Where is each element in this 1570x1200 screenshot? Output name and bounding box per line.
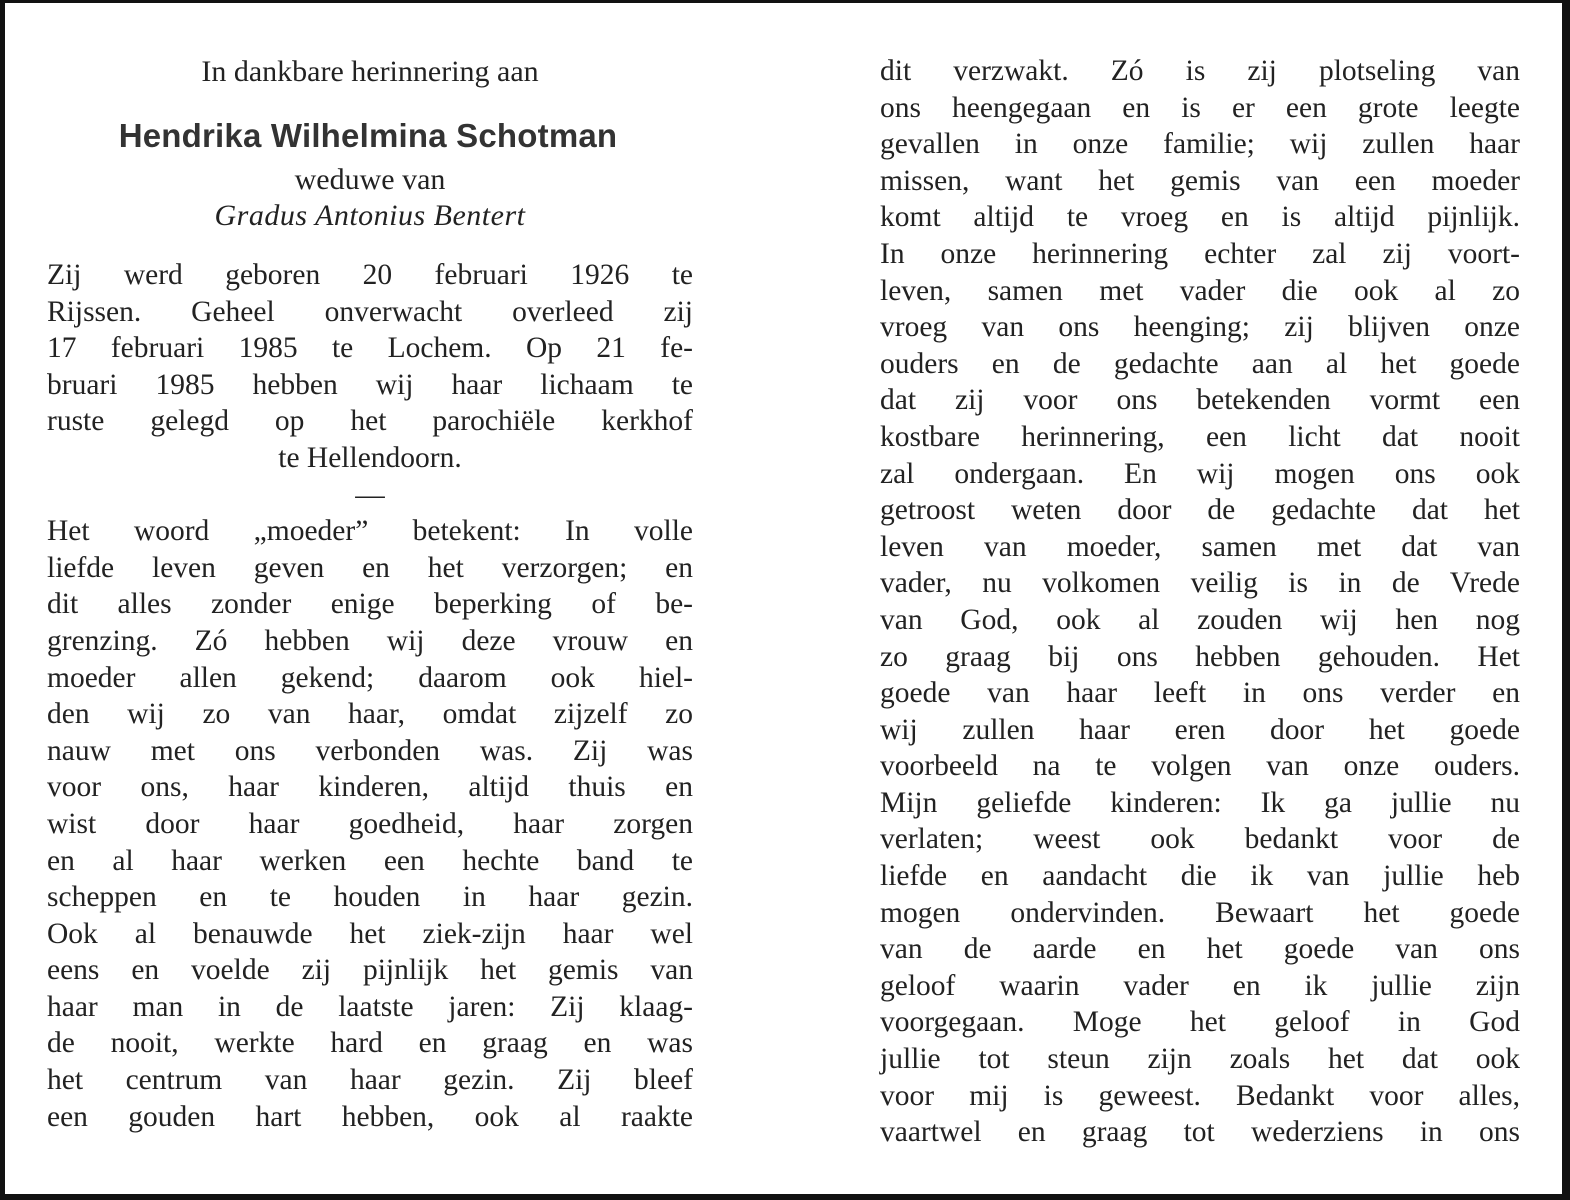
text-line: voor mij is geweest. Bedankt voor alles, xyxy=(880,1079,1520,1112)
text-line: de nooit, werkte hard en graag en was xyxy=(47,1027,693,1060)
text-line: komt altijd te vroeg en is altijd pijnlijk. xyxy=(880,201,1520,234)
text-line: jullie tot steun zijn zoals het dat ook xyxy=(880,1043,1520,1076)
text-line: vaartwel en graag tot wederziens in ons xyxy=(880,1116,1520,1149)
text-line: mogen ondervinden. Bewaart het goede xyxy=(880,896,1520,929)
text-line: kostbare herinnering, een licht dat nooit xyxy=(880,420,1520,453)
right-column xyxy=(880,53,1520,1151)
memorial-text-right xyxy=(880,53,1520,1151)
spouse-name: Gradus Antonius Bentert xyxy=(214,199,526,232)
text-line: goede van haar leeft in ons verder en xyxy=(880,677,1520,710)
text-line: nauw met ons verbonden was. Zij was xyxy=(47,734,693,767)
text-line: getroost weten door de gedachte dat het xyxy=(880,494,1520,527)
text-line: dit alles zonder enige beperking of be- xyxy=(47,588,693,621)
text-line: van de aarde en het goede van ons xyxy=(880,933,1520,966)
text-line: verlaten; weest ook bedankt voor de xyxy=(880,823,1520,856)
text-line: den wij zo van haar, omdat zijzelf zo xyxy=(47,698,693,731)
text-line: het centrum van haar gezin. Zij bleef xyxy=(47,1064,693,1097)
text-line: grenzing. Zó hebben wij deze vrouw en xyxy=(47,624,693,657)
intro-heading: In dankbare herinnering aan xyxy=(201,55,539,88)
text-line: voorgegaan. Moge het geloof in God xyxy=(880,1006,1520,1039)
text-line: liefde en aandacht die ik van jullie heb xyxy=(880,860,1520,893)
text-line: missen, want het gemis van een moeder xyxy=(880,164,1520,197)
text-line: Ook al benauwde het ziek-zijn haar wel xyxy=(47,917,693,950)
text-line: te Hellendoorn. xyxy=(278,441,462,474)
text-line: wist door haar goedheid, haar zorgen xyxy=(47,807,693,840)
text-line: scheppen en te houden in haar gezin. xyxy=(47,881,693,914)
text-line: leven, samen met vader die ook al zo xyxy=(880,274,1520,307)
text-line: dit verzwakt. Zó is zij plotseling van xyxy=(880,55,1520,87)
left-column xyxy=(47,257,693,1135)
text-line: vader, nu volkomen veilig is in de Vrede xyxy=(880,567,1520,600)
text-line: Zij werd geboren 20 februari 1926 te xyxy=(47,259,693,291)
text-line: Rijssen. Geheel onverwacht overleed zij xyxy=(47,295,693,328)
text-line: ruste gelegd op het parochiële kerkhof xyxy=(47,405,693,438)
text-line: eens en voelde zij pijnlijk het gemis van xyxy=(47,954,693,987)
text-line: een gouden hart hebben, ook al raakte xyxy=(47,1100,693,1133)
text-line: voor ons, haar kinderen, altijd thuis en xyxy=(47,771,693,804)
text-line: gevallen in onze familie; wij zullen haar xyxy=(880,128,1520,161)
memorial-text-left xyxy=(47,513,693,1135)
text-line: voorbeeld na te volgen van onze ouders. xyxy=(880,750,1520,783)
text-line: van God, ook al zouden wij hen nog xyxy=(880,603,1520,636)
text-line: leven van moeder, samen met dat van xyxy=(880,530,1520,563)
text-line: dat zij voor ons betekenden vormt een xyxy=(880,384,1520,417)
deceased-name: Hendrika Wilhelmina Schotman xyxy=(118,117,618,154)
relation-label: weduwe van xyxy=(294,163,446,196)
text-line: ouders en de gedachte aan al het goede xyxy=(880,347,1520,380)
separator-dash: — xyxy=(355,478,385,511)
text-line: Het woord „moeder” betekent: In volle xyxy=(47,515,693,548)
text-line: In onze herinnering echter zal zij voort- xyxy=(880,237,1520,270)
text-line: liefde leven geven en het verzorgen; en xyxy=(47,551,693,584)
text-line: wij zullen haar eren door het goede xyxy=(880,713,1520,746)
text-line: haar man in de laatste jaren: Zij klaag- xyxy=(47,990,693,1023)
text-line: vroeg van ons heenging; zij blijven onze xyxy=(880,311,1520,344)
text-line: ons heengegaan en is er een grote leegte xyxy=(880,91,1520,124)
text-line: geloof waarin vader en ik jullie zijn xyxy=(880,969,1520,1002)
text-line: bruari 1985 hebben wij haar lichaam te xyxy=(47,368,693,401)
bio-paragraph xyxy=(47,257,693,477)
text-line: zal ondergaan. En wij mogen ons ook xyxy=(880,457,1520,490)
text-line: zo graag bij ons hebben gehouden. Het xyxy=(880,640,1520,673)
text-line: moeder allen gekend; daarom ook hiel- xyxy=(47,661,693,694)
text-line: en al haar werken een hechte band te xyxy=(47,844,693,877)
text-line: 17 februari 1985 te Lochem. Op 21 fe- xyxy=(47,332,693,365)
text-line: Mijn geliefde kinderen: Ik ga jullie nu xyxy=(880,786,1520,819)
